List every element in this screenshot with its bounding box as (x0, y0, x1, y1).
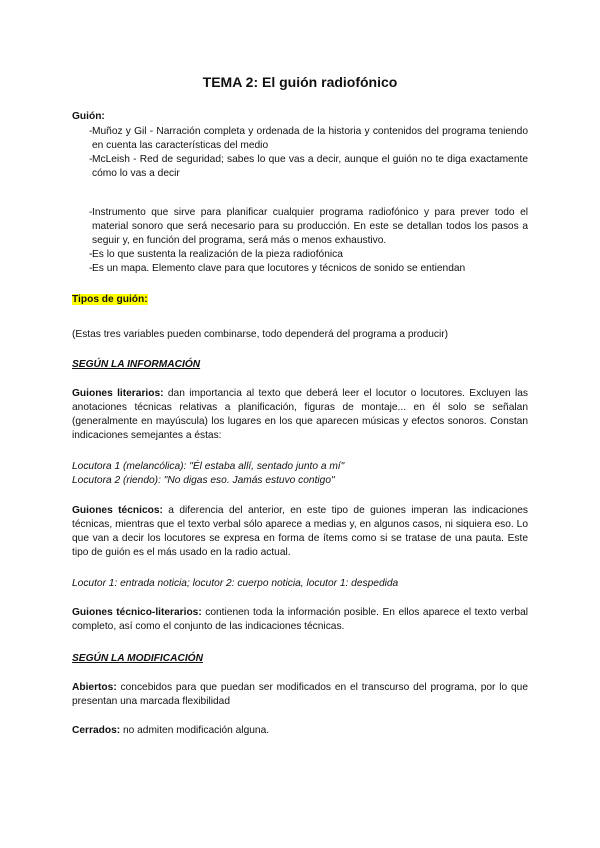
guion-characteristics-list (72, 206, 528, 276)
page-title: TEMA 2: El guión radiofónico (202, 74, 398, 90)
guiones-tecnicos-label: Guiones técnicos: (72, 505, 163, 516)
guiones-literarios-paragraph (72, 387, 528, 443)
cerrados-paragraph (72, 724, 528, 738)
guiones-literarios-label: Guiones literarios: (72, 388, 164, 399)
list-item: - Muñoz y Gil - Narración completa y ordenada de la historia y contenidos del programa teniendo en cuenta las características del medio (89, 126, 528, 151)
guion-definitions-list (72, 125, 528, 181)
cerrados-label: Cerrados: (72, 725, 121, 736)
abiertos-label: Abiertos: (72, 682, 117, 693)
tipos-heading-line (72, 293, 528, 307)
list-item: - McLeish - Red de seguridad; sabes lo que vas a decir, aunque el guión no te diga exactamente cómo lo vas a decir (89, 154, 528, 179)
guiones-tecnico-literarios-text: contienen toda la información posible. En ellos aparece el texto verbal completo, así como el conjunto de las indicaciones técnicas. (72, 607, 528, 632)
example-literario-1: Locutora 1 (melancólica): "Él estaba allí, sentado junto a mí" (72, 461, 345, 472)
guiones-tecnico-literarios-paragraph (72, 606, 528, 634)
abiertos-text: concebidos para que puedan ser modificados en el transcurso del programa, por lo que presentan una marcada flexibilidad (72, 682, 528, 707)
tipos-note: (Estas tres variables pueden combinarse, todo dependerá del programa a producir) (72, 329, 449, 340)
abiertos-paragraph (72, 681, 528, 709)
example-tecnico: Locutor 1: entrada noticia; locutor 2: cuerpo noticia, locutor 1: despedida (72, 578, 399, 589)
guiones-literarios-text: dan importancia al texto que deberá leer el locutor o locutores. Excluyen las anotaciones técnicas relativas a planificación, figuras de montaje... en él solo se señalan (generalmente en mayúscula) los lugares en los que aparecen músicas y efectos sonoros. Constan indicaciones semejantes a éstas: (72, 388, 529, 441)
section-heading-modificacion: SEGÚN LA MODIFICACIÓN (72, 653, 203, 664)
guion-heading: Guión: (72, 111, 105, 122)
example-literario-2: Locutora 2 (riendo): "No digas eso. Jamás estuvo contigo" (72, 475, 335, 486)
list-item: - Es un mapa. Elemento clave para que locutores y técnicos de sonido se entiendan (89, 263, 466, 274)
section-heading-informacion: SEGÚN LA INFORMACIÓN (72, 359, 201, 370)
list-item: - Instrumento que sirve para planificar cualquier programa radiofónico y para prever todo el material sonoro que será necesario para su producción. En este se detallan todos los pasos a seguir y, en función del programa, será más o menos exhaustivo. (89, 207, 528, 246)
guiones-tecnico-literarios-label: Guiones técnico-literarios: (72, 607, 202, 618)
tipos-heading: Tipos de guión: (72, 294, 148, 305)
guiones-tecnicos-paragraph (72, 504, 528, 560)
guiones-tecnicos-text: a diferencia del anterior, en este tipo de guiones imperan las indicaciones técnicas, mientras que el texto verbal sólo aparece a medias y, en algunos casos, ni siquiera eso. Lo que van a decir los locutores se expresa en forma de ítems como si se tratase de una pauta. Este tipo de guión es el más usado en la radio actual. (72, 505, 528, 558)
cerrados-text: no admiten modificación alguna. (120, 725, 270, 736)
list-item: - Es lo que sustenta la realización de la pieza radiofónica (89, 249, 343, 260)
